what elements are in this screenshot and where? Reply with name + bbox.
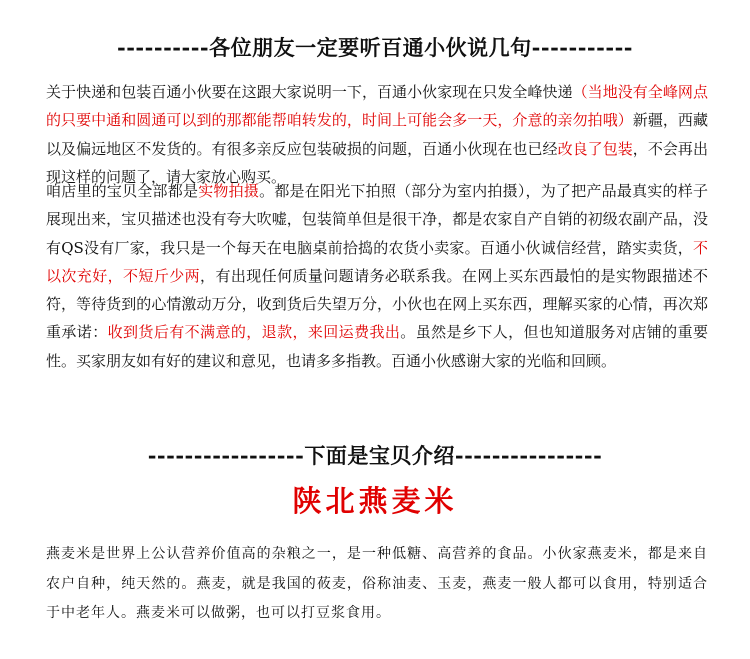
shipping-text-1: 关于快递和包装百通小伙要在这跟大家说明一下，百通小伙家现在只发全峰快递: [46, 83, 573, 101]
quality-paragraph: [46, 177, 708, 375]
shipping-note-red: （当地没有全峰网点的只要中通和圆通可以到的那都能帮咱转发的，时间上可能会多一天，介意的亲勿拍哦）: [46, 83, 708, 130]
honest-weight-red: 不以次充好，不短斤少两: [46, 238, 708, 285]
quality-text-4: 。虽然是乡下人，但也知道服务对店铺的重要性。买家朋友如有好的建议和意见，也请多多指教。百通小伙感谢大家的光临和回顾。: [46, 323, 708, 370]
shipping-paragraph: [46, 78, 708, 191]
shipping-text-2: 新疆，西藏以及偏远地区不发货的。有很多亲反应包装破损的问题，百通小伙现在也已经: [46, 111, 708, 158]
real-photo-red: 实物拍摄: [198, 182, 260, 200]
notice-heading: ----------各位朋友一定要听百通小伙说几句-----------: [116, 35, 634, 60]
quality-text-2: 。都是在阳光下拍照（部分为室内拍摄），为了把产品最真实的样子展现出来，宝贝描述也没有夸大吹嘘，包装简单但是很干净，都是农家自产自销的初级农副产品，没有QS没有厂家，我只是一个每天在电脑桌前拾捣的农货小卖家。百通小伙诚信经营，踏实卖货，: [46, 182, 708, 257]
product-title: 陕北燕麦米: [292, 484, 458, 518]
quality-text-3: ，有出现任何质量问题请务必联系我。在网上买东西最怕的是实物跟描述不符，等待货到的心情激动万分，收到货后失望万分，小伙也在网上买东西，理解买家的心情，再次郑重承诺：: [46, 266, 708, 342]
quality-text-1: 咱店里的宝贝全部都是: [46, 182, 199, 200]
product-description: 燕麦米是世界上公认营养价值高的杂粮之一，是一种低糖、高营养的食品。小伙家燕麦米，都是来自农户自种，纯天然的。燕麦，就是我国的莜麦，俗称油麦、玉麦，燕麦一般人都可以食用，特别适合于中老年人。燕麦米可以做粥，也可以打豆浆食用。: [46, 546, 708, 621]
refund-promise-red: 收到货后有不满意的，退款，来回运费我出: [107, 323, 401, 342]
shipping-text-3: ，不会再出现这样的问题了，请大家放心购买。: [46, 139, 708, 186]
product-heading: -----------------下面是宝贝介绍----------------: [147, 443, 603, 468]
packaging-improved-red: 改良了包装: [557, 139, 633, 158]
